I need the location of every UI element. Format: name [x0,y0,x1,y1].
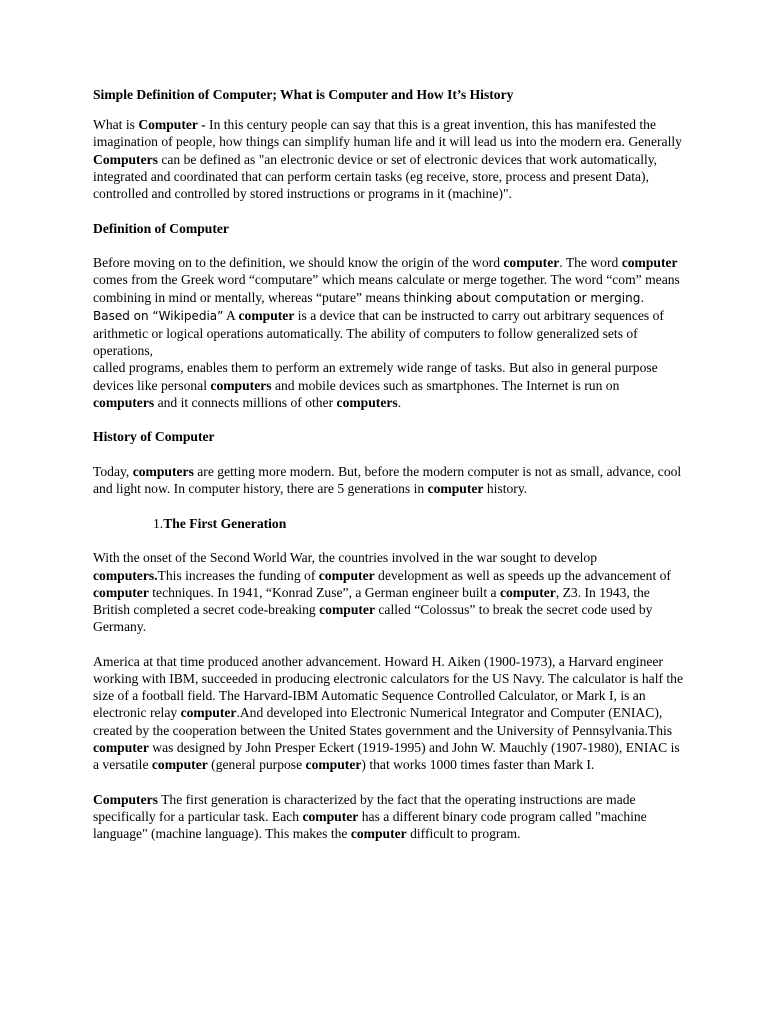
intro-paragraph [93,116,683,202]
bold-term: computer [499,584,556,600]
bold-term: computer [93,739,149,755]
text-run: (general purpose [207,757,306,773]
text-run: is a device that can be instructed to carry out arbitrary sequences of arithmetic or logical operations automatically. The ability of computers to follow generalized sets of operations, [93,307,664,359]
text-run-sans: thinking about computation or merging. Based on “Wikipedia” [93,290,645,323]
text-run: . The word [559,255,622,271]
text-run: are getting more modern. But, before the modern computer is not as small, advance, cool and light now. In computer history, there are 5 generations in [93,464,682,497]
text-run: A [223,307,239,323]
bold-term: computers [210,377,272,393]
text-run: comes from the Greek word “computare” which means calculate or merge together. The word “com” means combining in mind or mentally, whereas “putare” means [93,272,680,305]
text-run: can be defined as "an electronic device or set of electronic devices that work automatically, integrated and coordinated that can perform certain tasks (eg receive, store, process and present Data), controlled and controlled by stored instructions or programs in it (machine)". [93,151,658,202]
bold-term: computers [132,464,194,480]
text-run: With the onset of the Second World War, the countries involved in the war sought to develop [93,550,597,566]
text-run: What is [93,117,139,133]
bold-term: computer [319,602,375,618]
bold-term: computer [621,255,678,271]
text-run: The first generation is characterized by the fact that the operating instructions are made specifically for a particular task. Each [93,791,636,824]
text-run: and it connects millions of other [154,394,337,410]
text-run: ) that works 1000 times faster than Mark I. [361,757,595,773]
text-run: In this century people can say that this is a great invention, this has manifested the imagination of people, how things can simplify human life and it will lead us into the modern era. Generally [93,117,682,150]
document-body [93,86,683,860]
bold-term: computer [305,757,362,773]
bold-term: Computers [93,791,158,807]
bold-term: computer [318,567,375,583]
first-generation-paragraph-1 [93,549,683,635]
definition-paragraph [93,254,683,411]
bold-term: computers [93,394,155,410]
text-run: was designed by John Presper Eckert (1919-1995) and John W. Mauchly (1907-1980), ENIAC is a versatile [93,739,680,773]
text-run: has a different binary code program called "machine language" (machine language). This makes the [93,808,647,842]
text-run: development as well as speeds up the advancement of [374,567,671,583]
text-run: and mobile devices such as smartphones. The Internet is run on [271,377,620,393]
bold-term: computer [503,255,560,271]
text-run: . [397,394,402,410]
bold-term: computer [427,481,484,497]
line-break-run [93,359,683,411]
text-run: .And developed into Electronic Numerical Integrator and Computer (ENIAC), created by the cooperation between the United States government and the University of Pennsylvania.This [93,705,673,738]
text-run: called programs, enables them to perform an extremely wide range of tasks. But also in general purpose devices like personal [93,360,658,393]
history-paragraph [93,463,683,497]
first-generation-paragraph-2 [93,653,683,773]
bold-term: computer [93,584,149,600]
bold-term: computer [238,307,295,323]
text-run: called “Colossus” to break the secret code used by Germany. [93,602,653,635]
bold-term: computer [302,808,359,824]
text-run: This increases the funding of [157,567,319,583]
text-run: Today, [93,464,133,480]
bold-term: computers [336,394,398,410]
text-run: , Z3. In 1943, the British completed a secret code-breaking [93,584,650,618]
text-run: Before moving on to the definition, we should know the origin of the word [93,255,504,271]
bold-term: Computer - [138,117,210,133]
first-generation-heading [93,515,683,532]
text-run: history. [483,481,528,497]
definition-heading: Definition of Computer [93,220,229,236]
text-run: techniques. In 1941, “Konrad Zuse”, a German engineer built a [148,584,500,600]
bold-term: computers. [93,567,158,583]
list-number: 1. [153,515,164,531]
bold-term: Computers [93,151,158,167]
list-heading-text: The First Generation [163,515,287,531]
first-generation-paragraph-3 [93,791,683,843]
bold-term: computer [151,757,208,773]
text-run: difficult to program. [406,826,521,842]
text-run: America at that time produced another advancement. Howard H. Aiken (1900-1973), a Harvard engineer working with IBM, succeeded in producing electronic calculators for the US Navy. The calculator is half the size of a football field. The Harvard-IBM Automatic Sequence Controlled Calculator, or Mark I, is an electronic relay [93,653,684,721]
bold-term: computer [350,826,407,842]
history-heading: History of Computer [93,429,215,445]
bold-term: computer [180,705,237,721]
document-title: Simple Definition of Computer; What is Computer and How It’s History [93,87,514,102]
